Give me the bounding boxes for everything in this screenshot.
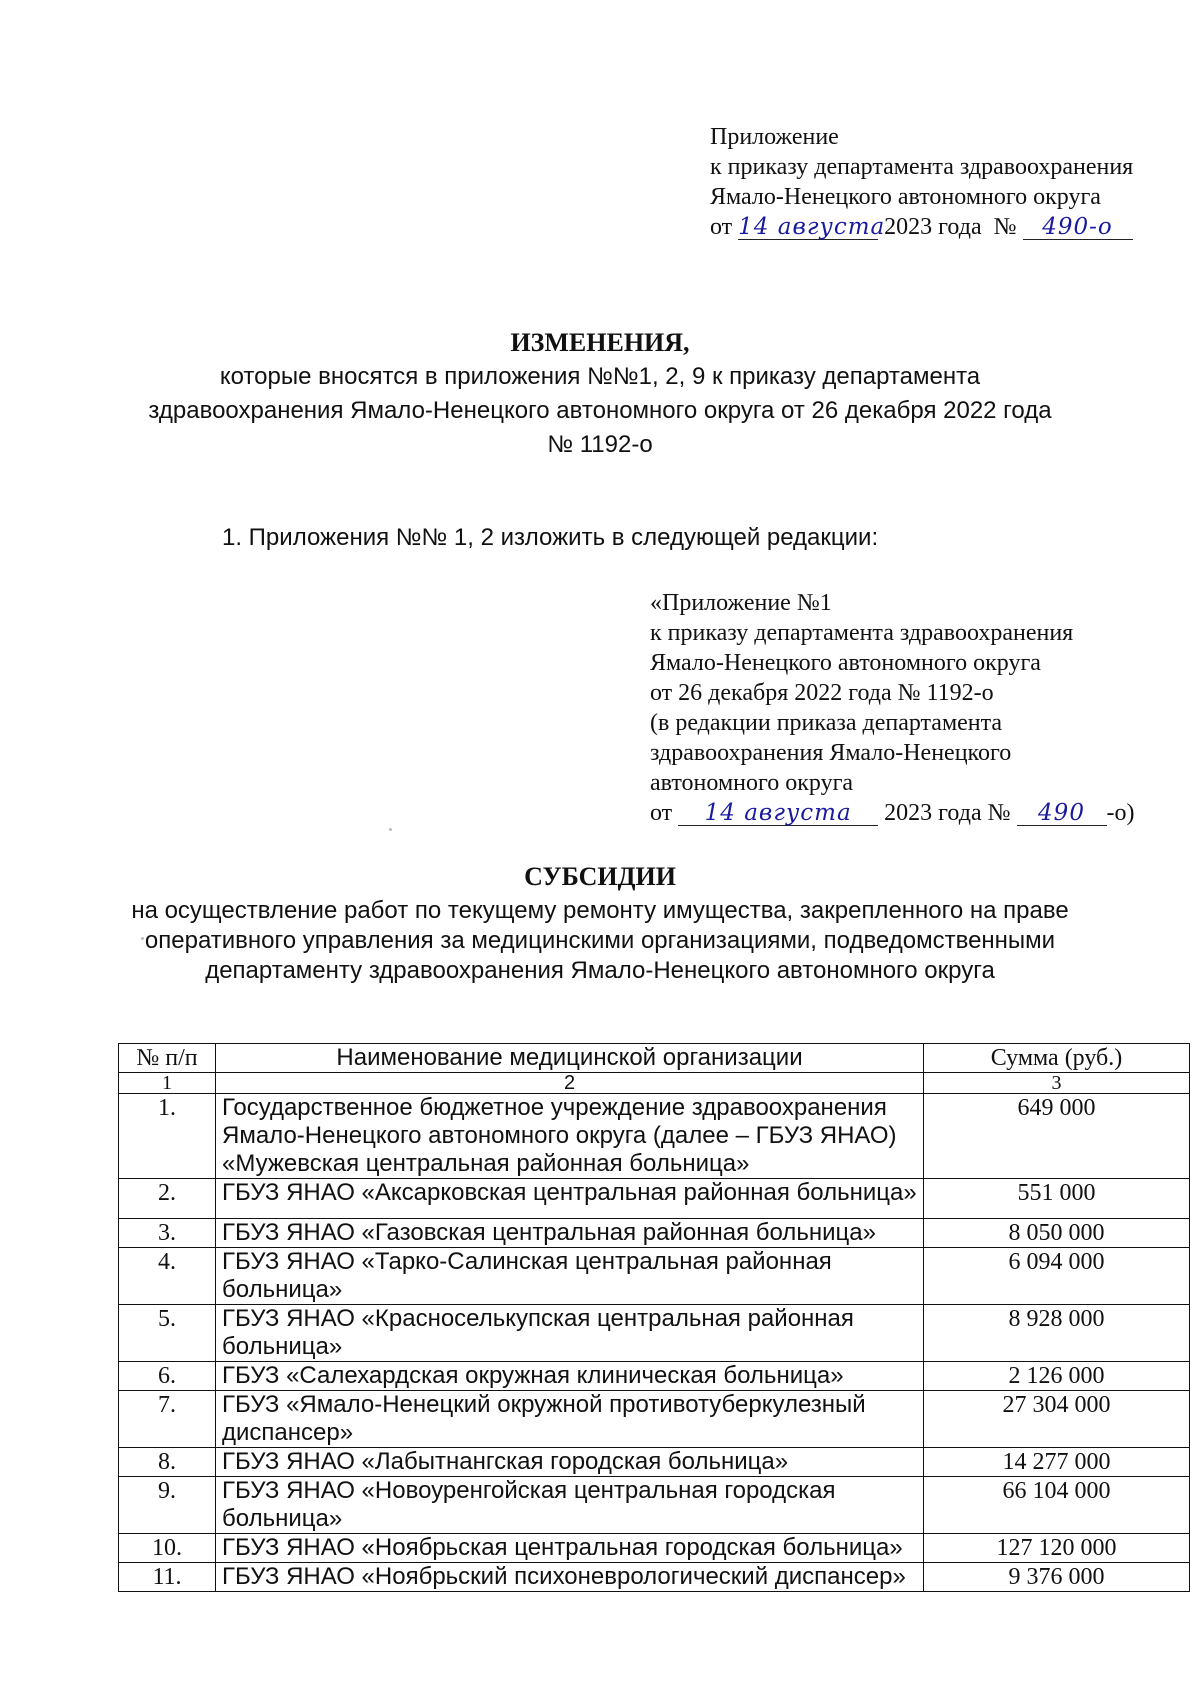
column-number: 1 [119,1073,216,1094]
subsidy-line: на осуществление работ по текущему ремонту имущества, закрепленного на праве [131,897,1069,924]
subsidy-amount: 127 120 000 [924,1534,1190,1563]
organization-name-line: ГБУЗ ЯНАО «Газовская центральная районная больница» [222,1219,876,1246]
table-row [119,1219,1190,1248]
table-row [119,1448,1190,1477]
column-number: 2 [216,1073,924,1094]
organization-name-line: диспансер» [222,1419,354,1446]
subsidy-amount: 551 000 [924,1179,1190,1219]
organization-name-line: «Мужевская центральная районная больница» [222,1150,750,1177]
table-row [119,1094,1190,1179]
appendix-line: Ямало-Ненецкого автономного округа [650,650,1041,676]
appendix-header [650,588,1134,828]
column-number-row [119,1073,1190,1094]
organization-name-line: ГБУЗ ЯНАО «Аксарковская центральная районная больница» [222,1179,917,1206]
header-name: Наименование медицинской организации [216,1044,924,1073]
subsidy-title [0,862,1200,986]
organization-name [216,1248,924,1305]
row-number: 11. [119,1563,216,1592]
organization-name-line: больница» [222,1276,343,1303]
appendix-line: автономного округа [650,770,854,796]
organization-name-line: ГБУЗ ЯНАО «Красноселькупская центральная районная [222,1305,854,1332]
row-number: 6. [119,1362,216,1391]
approval-header [710,122,1133,242]
row-number: 1. [119,1094,216,1179]
table-row [119,1391,1190,1448]
appendix-line: «Приложение №1 [650,590,832,616]
row-number: 4. [119,1248,216,1305]
subsidy-amount: 6 094 000 [924,1248,1190,1305]
appendix-line: (в редакции приказа департамента [650,710,1003,736]
item-1-text: 1. Приложения №№ 1, 2 изложить в следующей редакции: [222,524,879,551]
organization-name [216,1391,924,1448]
organization-name [216,1094,924,1179]
handwritten-number: 490 [1017,801,1107,826]
organization-name-line: ГБУЗ ЯНАО «Лабытнангская городская больница» [222,1448,789,1475]
appendix-line: здравоохранения Ямало-Ненецкого [650,740,1012,766]
row-number: 9. [119,1477,216,1534]
table-row [119,1477,1190,1534]
handwritten-number: 490-о [1023,215,1133,240]
row-number: 10. [119,1534,216,1563]
table-row [119,1563,1190,1592]
organization-name [216,1305,924,1362]
organization-name-line: ГБУЗ «Ямало-Ненецкий окружной противотуберкулезный [222,1391,866,1418]
year-text: 2023 года [884,214,982,240]
header-date-line [710,212,1133,242]
scan-speck [389,828,392,831]
header-line: Ямало-Ненецкого автономного округа [710,184,1101,210]
subsidy-heading: СУБСИДИИ [524,862,676,891]
subsidy-amount: 2 126 000 [924,1362,1190,1391]
subsidy-amount: 9 376 000 [924,1563,1190,1592]
table-body [119,1094,1190,1592]
document-title [0,328,1200,462]
header-num: № п/п [119,1044,216,1073]
organization-name [216,1179,924,1219]
row-number: 5. [119,1305,216,1362]
number-suffix: -о) [1106,800,1135,826]
title-line: которые вносятся в приложения №№1, 2, 9 к приказу департамента [219,363,981,390]
organization-name [216,1477,924,1534]
subsidy-amount: 8 928 000 [924,1305,1190,1362]
date-prefix: от [650,800,673,826]
organization-name-line: ГБУЗ ЯНАО «Ноябрьский психоневрологический диспансер» [222,1563,906,1590]
organization-name-line: больница» [222,1333,343,1360]
table-row [119,1305,1190,1362]
row-number: 8. [119,1448,216,1477]
subsidy-line: департаменту здравоохранения Ямало-Ненецкого автономного округа [205,957,995,984]
table-row [119,1534,1190,1563]
table-header-row [119,1044,1190,1073]
title-line: № 1192-о [547,431,653,458]
organization-name-line: Ямало-Ненецкого автономного округа (далее – ГБУЗ ЯНАО) [222,1122,897,1149]
organization-name-line: Государственное бюджетное учреждение здравоохранения [222,1094,887,1121]
appendix-line: от 26 декабря 2022 года № 1192-о [650,680,994,706]
subsidy-amount: 8 050 000 [924,1219,1190,1248]
subsidy-line: оперативного управления за медицинскими организациями, подведомственными [144,927,1056,954]
appendix-date-line [650,798,1134,828]
number-prefix: № [993,214,1017,240]
header-sum: Сумма (руб.) [924,1044,1190,1073]
organization-name-line: больница» [222,1505,343,1532]
organization-name-line: ГБУЗ ЯНАО «Ноябрьская центральная городская больница» [222,1534,903,1561]
organization-name-line: ГБУЗ ЯНАО «Новоуренгойская центральная городская [222,1477,836,1504]
organization-name [216,1219,924,1248]
subsidy-amount: 27 304 000 [924,1391,1190,1448]
organization-name [216,1563,924,1592]
subsidy-table [118,1043,1190,1592]
table-row [119,1362,1190,1391]
row-number: 7. [119,1391,216,1448]
column-number: 3 [924,1073,1190,1094]
header-line: Приложение [710,124,839,150]
row-number: 2. [119,1179,216,1219]
table-row [119,1248,1190,1305]
organization-name [216,1534,924,1563]
table-row [119,1179,1190,1219]
organization-name [216,1448,924,1477]
organization-name [216,1362,924,1391]
title-line: здравоохранения Ямало-Ненецкого автономного округа от 26 декабря 2022 года [148,397,1052,424]
handwritten-date: 14 августа [678,801,878,826]
row-number: 3. [119,1219,216,1248]
title-heading: ИЗМЕНЕНИЯ, [510,328,690,357]
organization-name-line: ГБУЗ ЯНАО «Тарко-Салинская центральная районная [222,1248,832,1275]
date-prefix: от [710,214,733,240]
handwritten-date: 14 августа [738,214,886,240]
subsidy-amount: 66 104 000 [924,1477,1190,1534]
subsidy-amount: 14 277 000 [924,1448,1190,1477]
appendix-line: к приказу департамента здравоохранения [650,620,1074,646]
year-text: 2023 года № [884,800,1011,826]
subsidy-amount: 649 000 [924,1094,1190,1179]
header-line: к приказу департамента здравоохранения [710,154,1134,180]
organization-name-line: ГБУЗ «Салехардская окружная клиническая больница» [222,1362,844,1389]
